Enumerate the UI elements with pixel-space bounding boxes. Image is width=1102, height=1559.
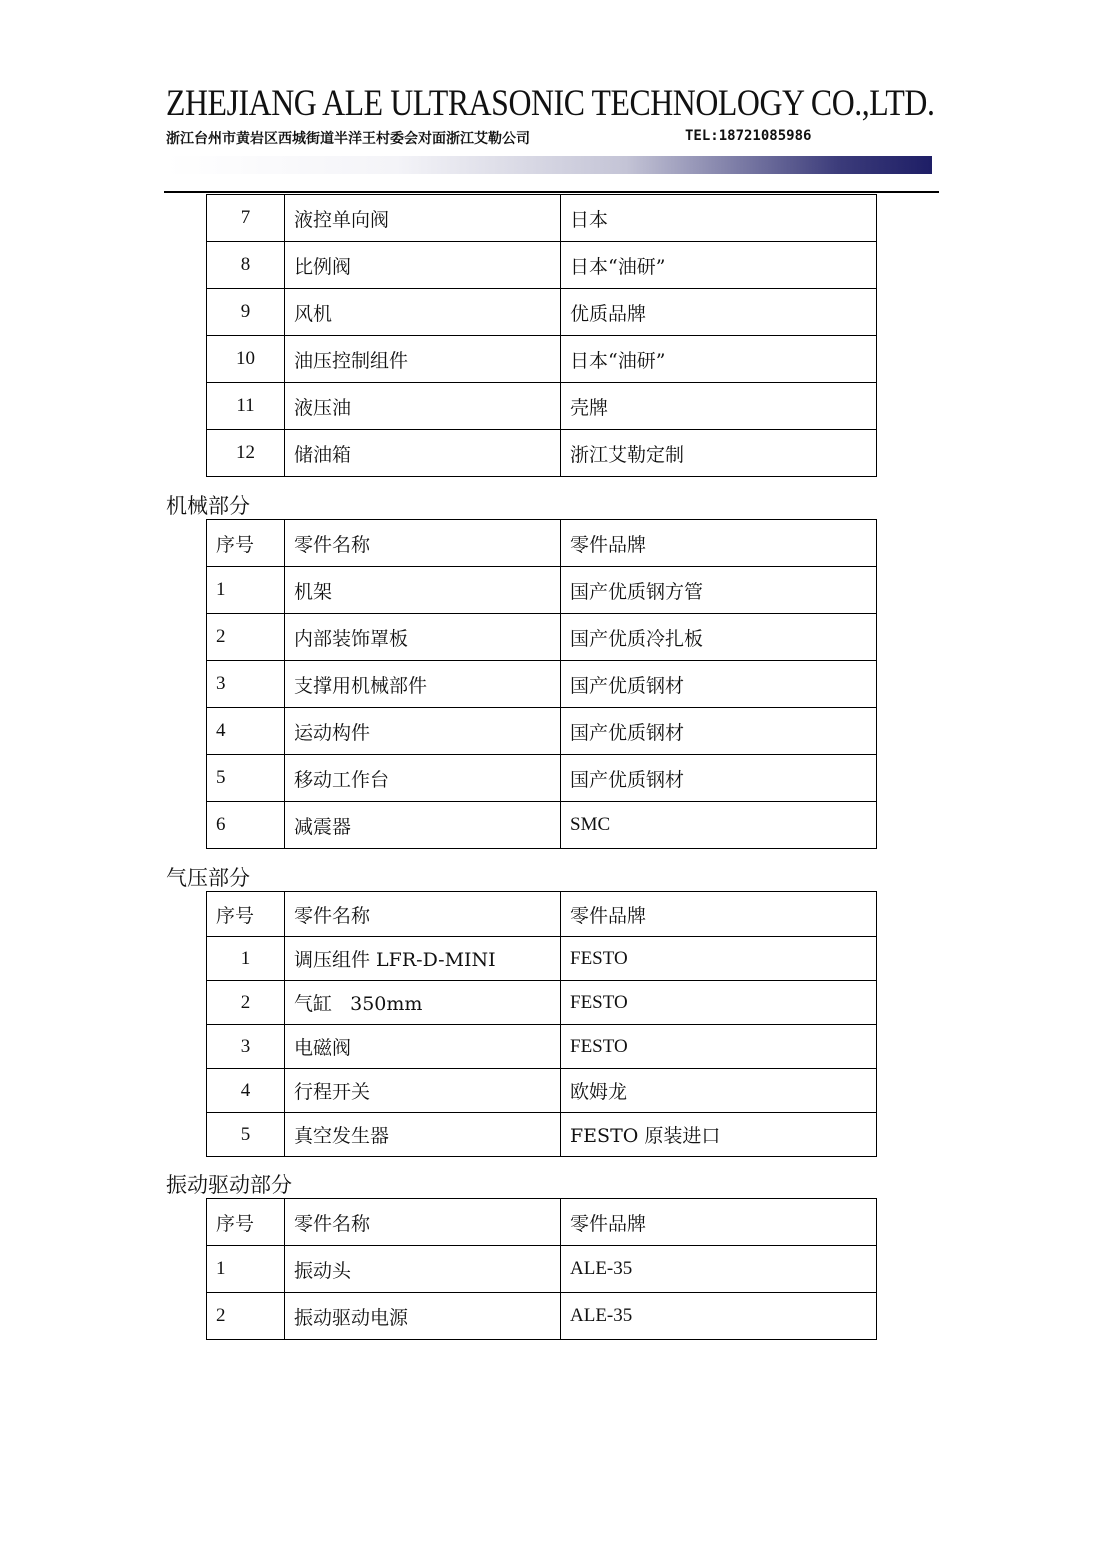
part-brand: 国产优质冷扎板 (561, 614, 877, 661)
table-row (207, 289, 877, 336)
part-name: 储油箱 (285, 430, 561, 477)
part-brand: 国产优质钢方管 (561, 567, 877, 614)
row-number: 2 (207, 614, 285, 661)
table-row (207, 567, 877, 614)
header-name: 零件名称 (285, 892, 561, 937)
header-brand: 零件品牌 (561, 892, 877, 937)
row-number: 2 (207, 981, 285, 1025)
part-name: 液控单向阀 (285, 195, 561, 242)
part-name: 运动构件 (285, 708, 561, 755)
table-row (207, 430, 877, 477)
header-name: 零件名称 (285, 1199, 561, 1246)
part-brand: 壳牌 (561, 383, 877, 430)
pneumatic-section-title: 气压部分 (166, 866, 250, 890)
row-number: 10 (207, 336, 285, 383)
table-row (207, 661, 877, 708)
row-number: 1 (207, 937, 285, 981)
table-row (207, 614, 877, 661)
part-name: 支撑用机械部件 (285, 661, 561, 708)
row-number: 4 (207, 1069, 285, 1113)
company-name: ZHEJIANG ALE ULTRASONIC TECHNOLOGY CO.,LTD. (166, 83, 935, 124)
part-brand: FESTO 原装进口 (561, 1113, 877, 1157)
part-name: 比例阀 (285, 242, 561, 289)
table-row (207, 383, 877, 430)
table-row (207, 336, 877, 383)
part-brand: ALE-35 (561, 1246, 877, 1293)
table-header-row (207, 1199, 877, 1246)
part-name: 移动工作台 (285, 755, 561, 802)
row-number: 6 (207, 802, 285, 849)
part-brand: FESTO (561, 981, 877, 1025)
table-row (207, 755, 877, 802)
row-number: 12 (207, 430, 285, 477)
part-brand: 国产优质钢材 (561, 661, 877, 708)
row-number: 1 (207, 1246, 285, 1293)
part-brand: 日本“油研” (561, 242, 877, 289)
part-brand: 国产优质钢材 (561, 755, 877, 802)
company-tel: TEL:18721085986 (685, 128, 812, 144)
table-header-row (207, 892, 877, 937)
part-name: 油压控制组件 (285, 336, 561, 383)
row-number: 3 (207, 661, 285, 708)
header-no: 序号 (207, 520, 285, 567)
part-name: 行程开关 (285, 1069, 561, 1113)
row-number: 5 (207, 1113, 285, 1157)
row-number: 4 (207, 708, 285, 755)
row-number: 2 (207, 1293, 285, 1340)
table-header-row (207, 520, 877, 567)
row-number: 3 (207, 1025, 285, 1069)
part-brand: 浙江艾勒定制 (561, 430, 877, 477)
part-brand: SMC (561, 802, 877, 849)
part-name: 机架 (285, 567, 561, 614)
header-brand: 零件品牌 (561, 1199, 877, 1246)
header-gradient-bar (166, 156, 932, 174)
part-name: 气缸 350mm (285, 981, 561, 1025)
row-number: 5 (207, 755, 285, 802)
vibration-parts-table (206, 1198, 877, 1340)
row-number: 7 (207, 195, 285, 242)
part-brand: 日本“油研” (561, 336, 877, 383)
pneumatic-parts-table (206, 891, 877, 1157)
table-row (207, 1025, 877, 1069)
header-divider (164, 191, 939, 193)
part-name: 振动驱动电源 (285, 1293, 561, 1340)
part-name: 风机 (285, 289, 561, 336)
table-row (207, 1069, 877, 1113)
part-name: 电磁阀 (285, 1025, 561, 1069)
part-brand: FESTO (561, 1025, 877, 1069)
part-brand: FESTO (561, 937, 877, 981)
part-name: 减震器 (285, 802, 561, 849)
table-row (207, 937, 877, 981)
table-row (207, 1293, 877, 1340)
part-name: 液压油 (285, 383, 561, 430)
hydraulic-parts-table (206, 194, 877, 477)
part-brand: 优质品牌 (561, 289, 877, 336)
table-row (207, 981, 877, 1025)
part-brand: ALE-35 (561, 1293, 877, 1340)
part-name: 真空发生器 (285, 1113, 561, 1157)
mechanical-parts-table (206, 519, 877, 849)
part-brand: 欧姆龙 (561, 1069, 877, 1113)
part-brand: 国产优质钢材 (561, 708, 877, 755)
table-row (207, 195, 877, 242)
vibration-section-title: 振动驱动部分 (166, 1173, 292, 1197)
row-number: 11 (207, 383, 285, 430)
table-row (207, 242, 877, 289)
row-number: 1 (207, 567, 285, 614)
company-address: 浙江台州市黄岩区西城街道半洋王村委会对面浙江艾勒公司 (166, 131, 530, 147)
part-name: 振动头 (285, 1246, 561, 1293)
part-name: 内部装饰罩板 (285, 614, 561, 661)
mechanical-section-title: 机械部分 (166, 494, 250, 518)
row-number: 9 (207, 289, 285, 336)
header-no: 序号 (207, 1199, 285, 1246)
table-row (207, 1246, 877, 1293)
header-no: 序号 (207, 892, 285, 937)
part-name: 调压组件 LFR-D-MINI (285, 937, 561, 981)
table-row (207, 802, 877, 849)
part-brand: 日本 (561, 195, 877, 242)
row-number: 8 (207, 242, 285, 289)
table-row (207, 1113, 877, 1157)
header-brand: 零件品牌 (561, 520, 877, 567)
header-name: 零件名称 (285, 520, 561, 567)
table-row (207, 708, 877, 755)
